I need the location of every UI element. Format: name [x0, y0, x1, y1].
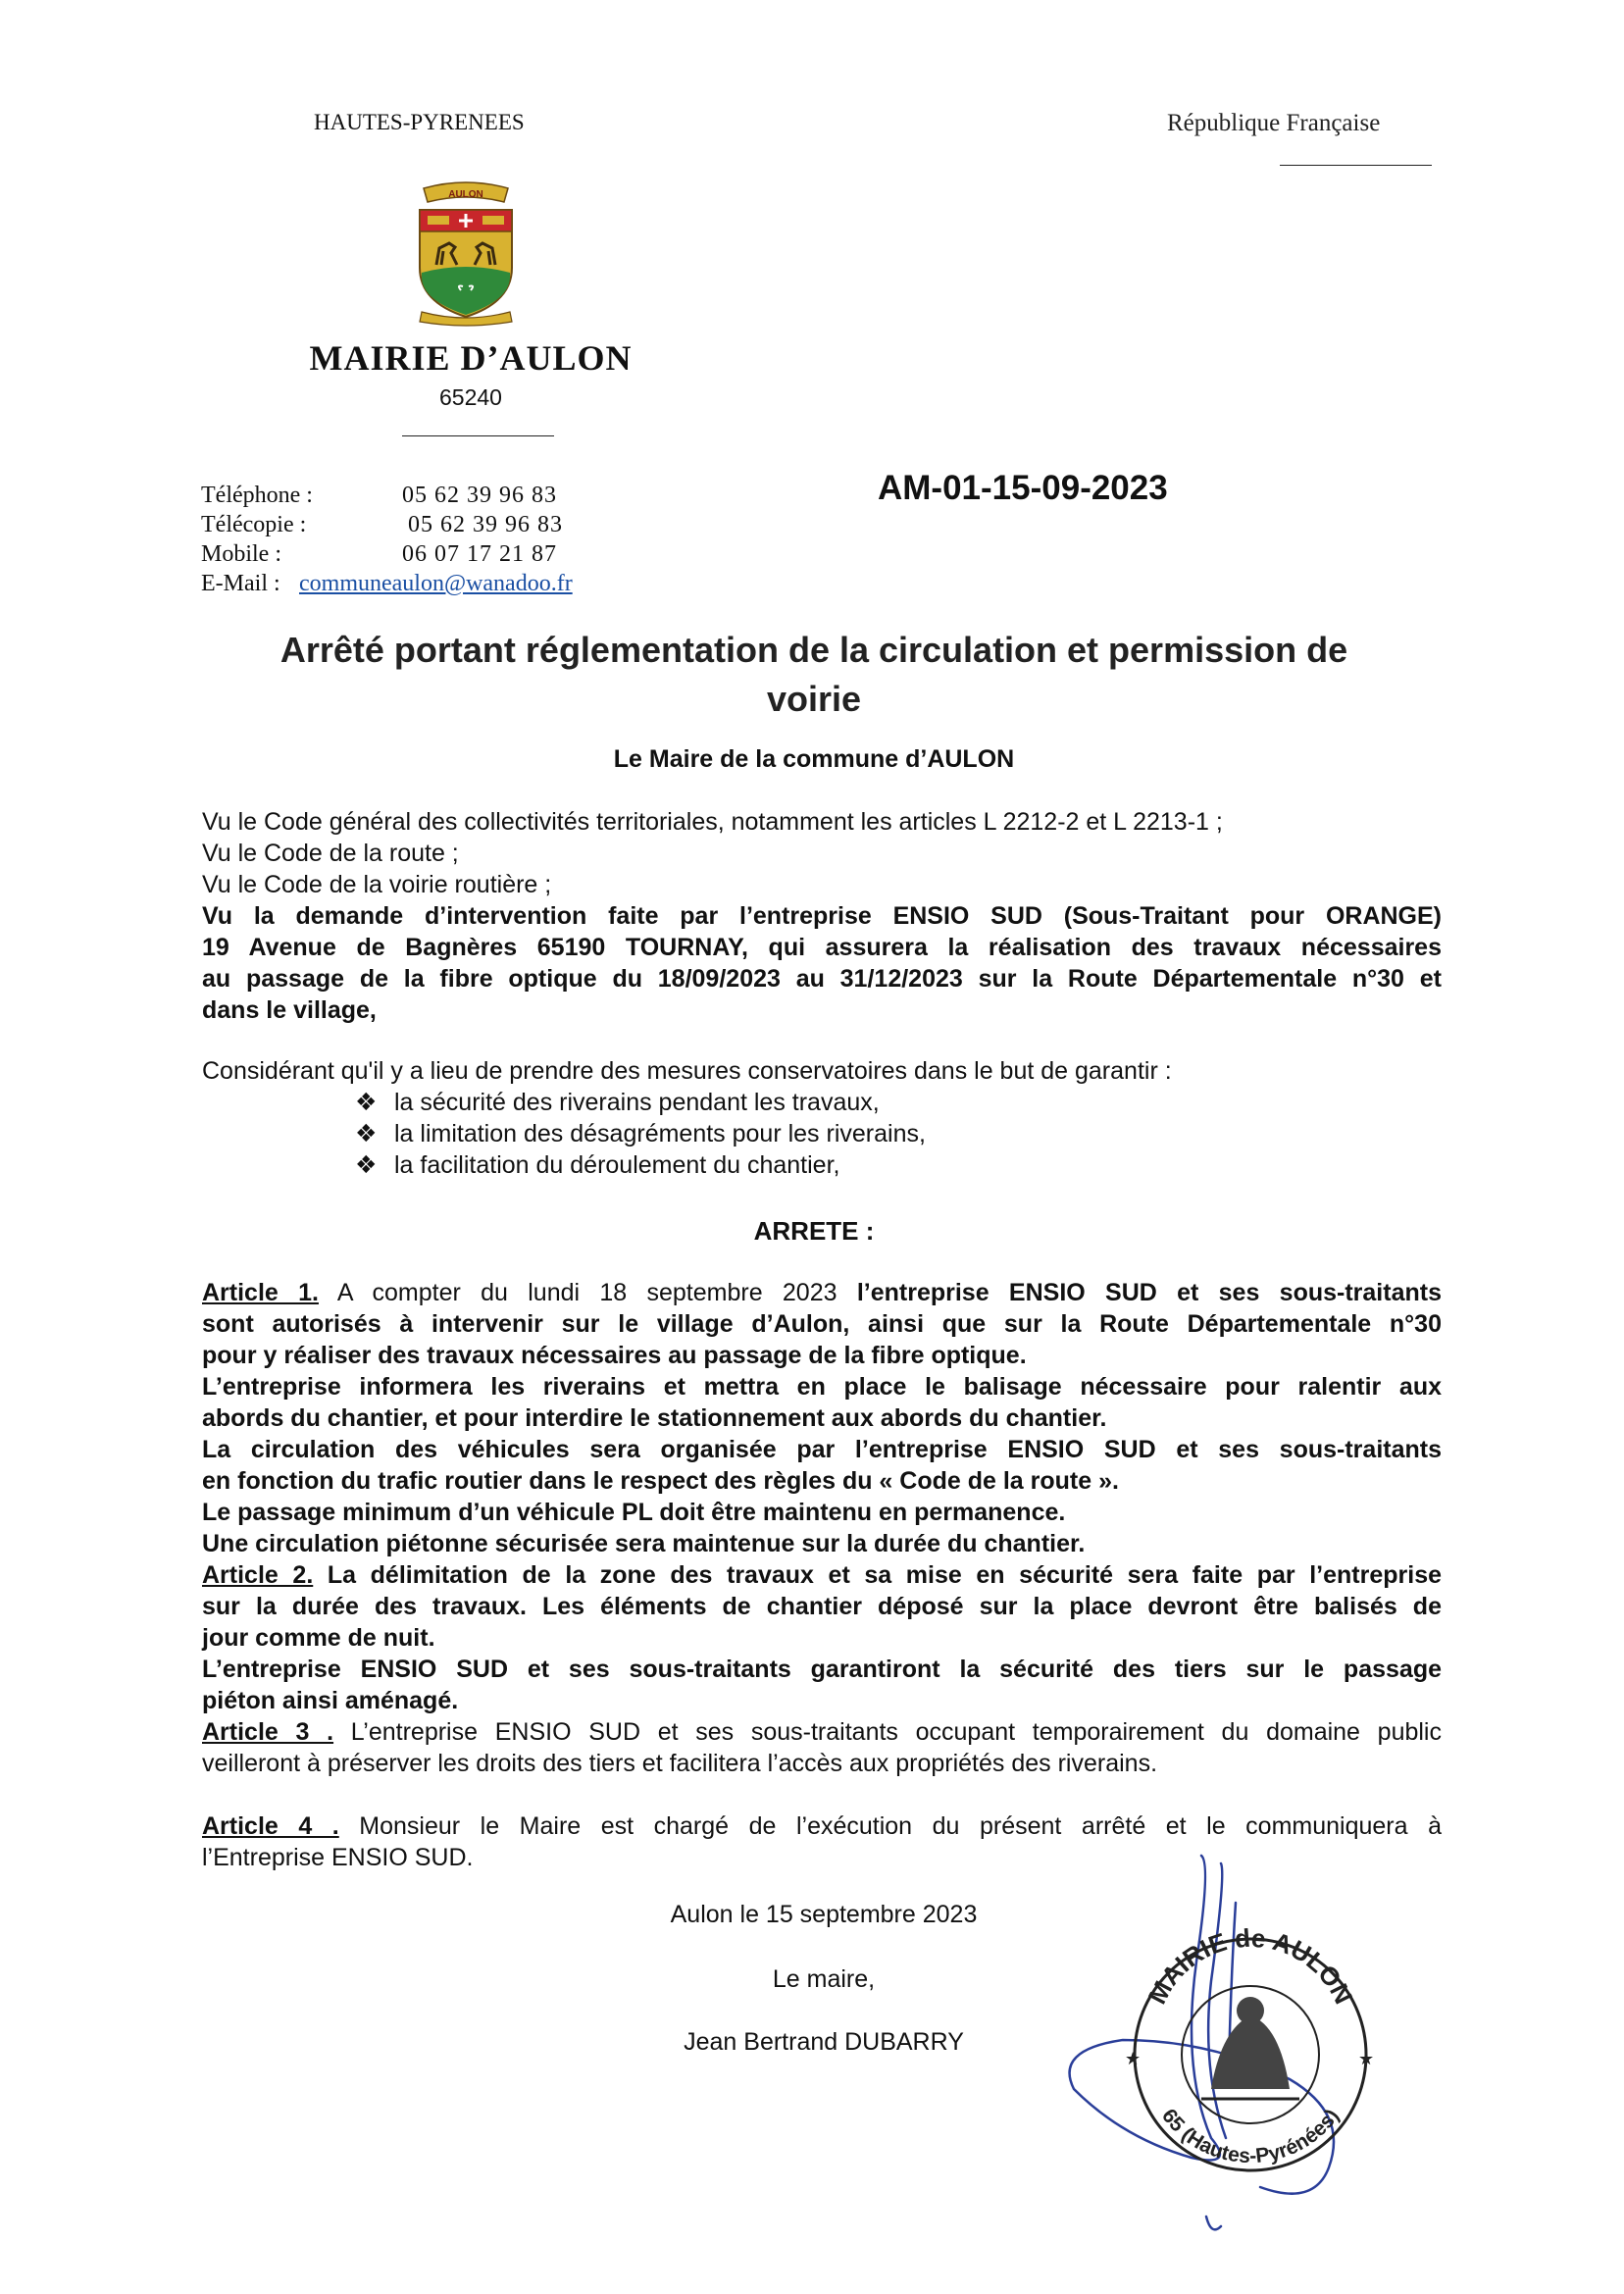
- article-2-line: piéton ainsi aménagé.: [202, 1687, 459, 1714]
- vu-line: Vu le Code de la route ;: [202, 840, 459, 867]
- official-stamp-and-signature: [1064, 1844, 1437, 2275]
- signatory-name: Jean Bertrand DUBARRY: [684, 2028, 964, 2056]
- document-title: [226, 626, 1402, 724]
- article-1-line: Le passage minimum d’un véhicule PL doit être maintenu en permanence.: [202, 1499, 1066, 1526]
- divider: [402, 435, 554, 436]
- vu-line: dans le village,: [202, 996, 377, 1024]
- email-link[interactable]: communeaulon@wanadoo.fr: [299, 571, 573, 596]
- article-3-line: veilleront à préserver les droits des tiers et facilitera l’accès aux propriétés des riverains.: [202, 1750, 1158, 1777]
- mairie-name: MAIRIE D’AULON: [309, 338, 633, 378]
- article-3-label: Article 3 .: [202, 1718, 334, 1746]
- article-text: Monsieur le Maire est chargé de l’exécution du présent arrêté et le communiquera à: [338, 1812, 1442, 1840]
- phone-number: 05 62 39 96 83: [402, 483, 557, 508]
- article-1-line: La circulation des véhicules sera organisée par l’entreprise ENSIO SUD et ses sous-traitants: [202, 1436, 1442, 1463]
- considerant-intro: Considérant qu'il y a lieu de prendre des mesures conservatoires dans le but de garantir :: [202, 1057, 1172, 1085]
- bullet-text: la limitation des désagréments pour les riverains,: [394, 1120, 926, 1147]
- diamond-bullet-icon: ❖: [355, 1120, 378, 1147]
- arrete-heading: ARRETE :: [753, 1216, 875, 1246]
- article-4-label: Article 4 .: [202, 1812, 339, 1840]
- article-1-line: [202, 1277, 1442, 1308]
- vu-line: Vu le Code de la voirie routière ;: [202, 871, 552, 898]
- phone-label: Téléphone :: [201, 483, 313, 508]
- postcode: 65240: [439, 384, 502, 410]
- article-text: La délimitation de la zone des travaux et sa mise en sécurité sera faite par l’entreprise: [313, 1561, 1442, 1589]
- article-text: L’entreprise ENSIO SUD et ses sous-traitants occupant temporairement du domaine public: [333, 1718, 1442, 1746]
- stamp-text: 65 (Hautes-Pyrénées): [1156, 2105, 1345, 2168]
- mayor-heading: Le Maire de la commune d’AULON: [613, 745, 1015, 773]
- article-1-label: Article 1.: [202, 1279, 319, 1306]
- article-text: l’entreprise ENSIO SUD et ses sous-traitants: [856, 1279, 1442, 1306]
- article-4-line: l’Entreprise ENSIO SUD.: [202, 1844, 474, 1871]
- article-3-line: [202, 1716, 1442, 1748]
- coat-of-arms-logo: [402, 175, 530, 327]
- article-1-line: abords du chantier, et pour interdire le stationnement aux abords du chantier.: [202, 1404, 1107, 1432]
- bullet-text: la sécurité des riverains pendant les travaux,: [394, 1089, 880, 1116]
- signatory-role: Le maire,: [772, 1965, 876, 1993]
- svg-text:★: ★: [1358, 2049, 1375, 2068]
- document-reference: AM-01-15-09-2023: [878, 469, 1168, 507]
- bullet-item: [355, 1149, 839, 1181]
- mobile-number: 06 07 17 21 87: [402, 541, 557, 567]
- fax-label: Télécopie :: [201, 512, 307, 537]
- vu-line: Vu le Code général des collectivités territoriales, notamment les articles L 2212-2 et L 2213-1 ;: [202, 808, 1223, 836]
- article-2-line: L’entreprise ENSIO SUD et ses sous-traitants garantiront la sécurité des tiers sur le passage: [202, 1656, 1442, 1683]
- article-2-line: sur la durée des travaux. Les éléments de chantier déposé sur la place devront être balisés de: [202, 1593, 1442, 1620]
- vu-line: 19 Avenue de Bagnères 65190 TOURNAY, qui assurera la réalisation des travaux nécessaires: [202, 934, 1442, 961]
- article-1-line: L’entreprise informera les riverains et mettra en place le balisage nécessaire pour ralentir aux: [202, 1373, 1442, 1401]
- fax-number: 05 62 39 96 83: [408, 512, 563, 537]
- email-label: E-Mail :: [201, 571, 280, 596]
- bullet-item: [355, 1118, 926, 1149]
- article-text: A compter du lundi 18 septembre 2023: [318, 1279, 857, 1306]
- spacer: [202, 1779, 1442, 1810]
- stamp-text: MAIRIE de AULON: [1142, 1922, 1359, 2010]
- diamond-bullet-icon: ❖: [355, 1089, 378, 1116]
- article-1-line: Une circulation piétonne sécurisée sera maintenue sur la durée du chantier.: [202, 1530, 1086, 1557]
- article-4-line: [202, 1810, 1442, 1842]
- article-2-label: Article 2.: [202, 1561, 314, 1589]
- article-1-line: en fonction du trafic routier dans le respect des règles du « Code de la route ».: [202, 1467, 1119, 1495]
- vu-paragraph: [202, 806, 1442, 1026]
- diamond-bullet-icon: ❖: [355, 1151, 378, 1179]
- title-line: Arrêté portant réglementation de la circulation et permission de: [279, 630, 1348, 670]
- article-2-line: jour comme de nuit.: [202, 1624, 435, 1652]
- mobile-label: Mobile :: [201, 541, 281, 567]
- divider: [1280, 165, 1432, 166]
- title-line: voirie: [766, 679, 862, 719]
- article-1-line: pour y réaliser des travaux nécessaires au passage de la fibre optique.: [202, 1342, 1027, 1369]
- department-name: HAUTES-PYRENEES: [314, 110, 525, 134]
- place-date: Aulon le 15 septembre 2023: [670, 1901, 978, 1928]
- svg-text:AULON: AULON: [448, 189, 483, 200]
- articles-block: [202, 1277, 1442, 1873]
- bullet-text: la facilitation du déroulement du chantier,: [394, 1151, 840, 1179]
- article-2-line: [202, 1559, 1442, 1591]
- vu-line: Vu la demande d’intervention faite par l’entreprise ENSIO SUD (Sous-Traitant pour ORANGE): [202, 902, 1442, 930]
- republic-label: République Française: [1167, 110, 1381, 136]
- svg-text:★: ★: [1125, 2049, 1142, 2068]
- bullet-item: [355, 1087, 880, 1118]
- svg-text:65 (Hautes-Pyrénées): [1157, 2105, 1344, 2167]
- vu-line: au passage de la fibre optique du 18/09/2023 au 31/12/2023 sur la Route Départementale n°30 et: [202, 965, 1442, 993]
- article-1-line: sont autorisés à intervenir sur le village d’Aulon, ainsi que sur la Route Départementale n°30: [202, 1310, 1442, 1338]
